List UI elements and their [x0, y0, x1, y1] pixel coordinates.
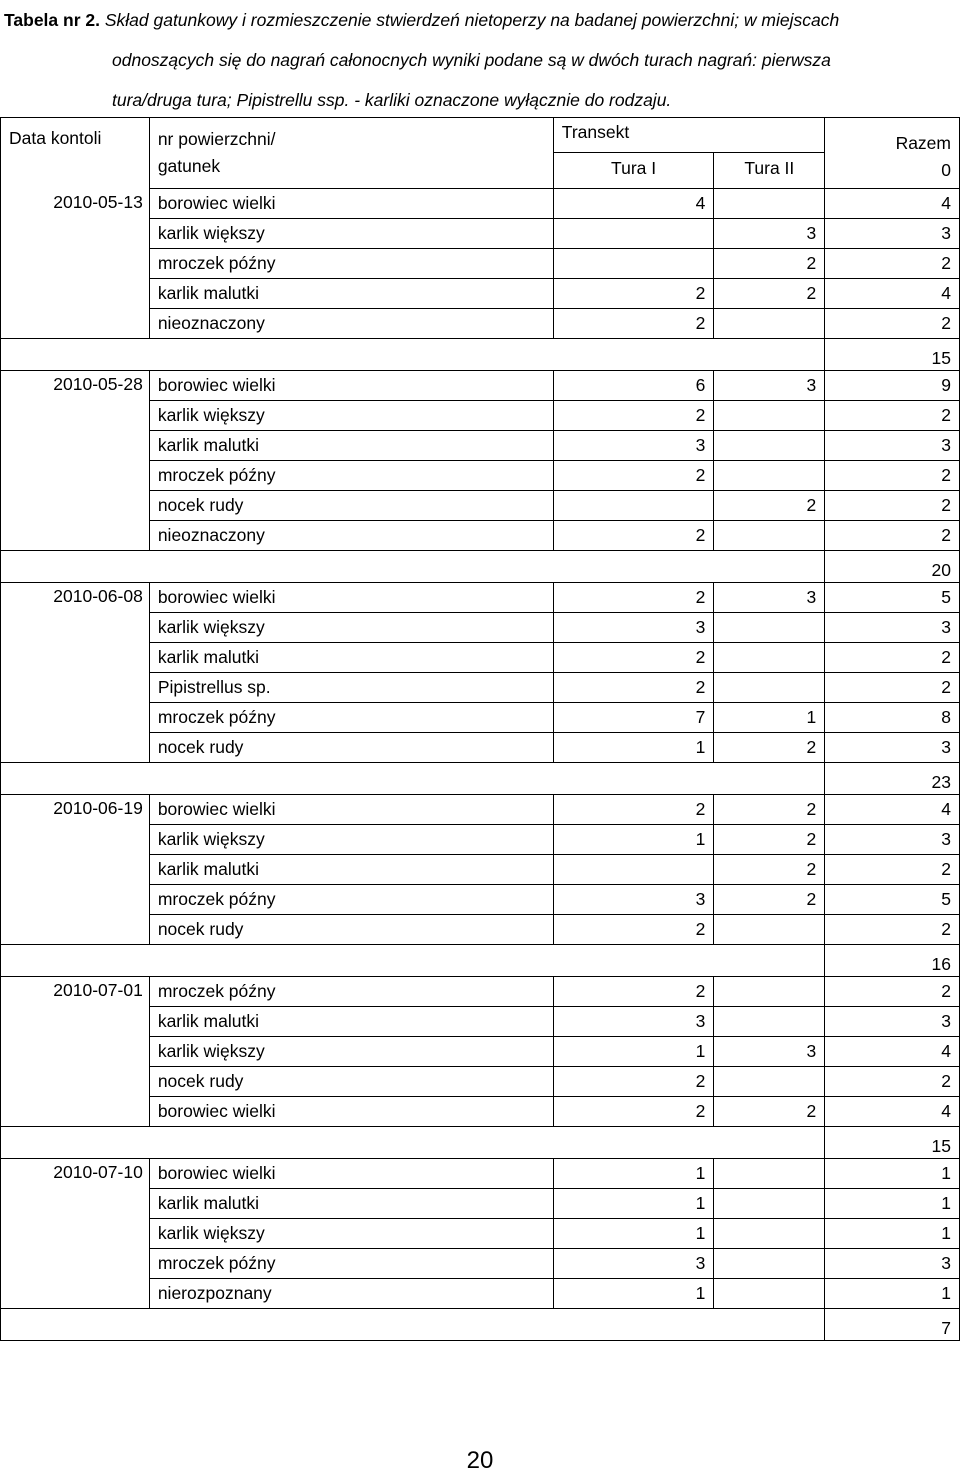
- row-sum-cell: 2: [825, 491, 960, 521]
- species-cell: mroczek późny: [149, 977, 553, 1007]
- species-cell: karlik malutki: [149, 643, 553, 673]
- row-sum-cell: 2: [825, 1067, 960, 1097]
- header-tura-2: Tura II: [714, 153, 825, 189]
- group-total-cell: 15: [825, 339, 960, 371]
- tura-1-cell: 2: [553, 309, 714, 339]
- row-sum-cell: 4: [825, 279, 960, 309]
- table-row: [1, 1159, 960, 1189]
- tura-1-cell: 4: [553, 189, 714, 219]
- row-sum-cell: 4: [825, 1097, 960, 1127]
- group-total-row: [1, 763, 960, 795]
- species-cell: karlik malutki: [149, 431, 553, 461]
- group-total-row: [1, 1309, 960, 1341]
- tura-1-cell: 2: [553, 673, 714, 703]
- species-cell: nocek rudy: [149, 491, 553, 521]
- tura-2-cell: [714, 401, 825, 431]
- tura-2-cell: [714, 1067, 825, 1097]
- tura-2-cell: [714, 189, 825, 219]
- species-cell: borowiec wielki: [149, 795, 553, 825]
- row-sum-cell: 4: [825, 189, 960, 219]
- species-cell: nierozpoznany: [149, 1279, 553, 1309]
- tura-2-cell: [714, 1007, 825, 1037]
- group-total-row: [1, 339, 960, 371]
- species-cell: karlik malutki: [149, 1189, 553, 1219]
- species-cell: borowiec wielki: [149, 583, 553, 613]
- tura-2-cell: 2: [714, 491, 825, 521]
- species-cell: nieoznaczony: [149, 521, 553, 551]
- species-cell: borowiec wielki: [149, 189, 553, 219]
- caption-line-1: Skład gatunkowy i rozmieszczenie stwierdzeń nietoperzy na badanej powierzchni; w miejscach: [104, 10, 840, 30]
- species-cell: mroczek późny: [149, 703, 553, 733]
- tura-2-cell: [714, 1279, 825, 1309]
- tura-2-cell: [714, 673, 825, 703]
- total-spacer: [1, 339, 825, 371]
- tura-1-cell: 3: [553, 885, 714, 915]
- row-sum-cell: 3: [825, 825, 960, 855]
- table-row: [1, 371, 960, 401]
- tura-1-cell: 1: [553, 1037, 714, 1067]
- header-name-line-2: gatunek: [157, 156, 221, 176]
- species-cell: mroczek późny: [149, 1249, 553, 1279]
- species-cell: karlik malutki: [149, 855, 553, 885]
- tura-2-cell: 2: [714, 795, 825, 825]
- tura-1-cell: 1: [553, 1279, 714, 1309]
- tura-2-cell: [714, 977, 825, 1007]
- tura-2-cell: 2: [714, 249, 825, 279]
- total-spacer: [1, 1309, 825, 1341]
- total-spacer: [1, 1127, 825, 1159]
- species-cell: borowiec wielki: [149, 1097, 553, 1127]
- species-cell: karlik malutki: [149, 1007, 553, 1037]
- tura-2-cell: 1: [714, 703, 825, 733]
- date-cell: 2010-06-19: [1, 795, 150, 945]
- tura-2-cell: [714, 461, 825, 491]
- tura-2-cell: 2: [714, 825, 825, 855]
- date-cell: 2010-07-10: [1, 1159, 150, 1309]
- tura-1-cell: 2: [553, 279, 714, 309]
- row-sum-cell: 4: [825, 795, 960, 825]
- row-sum-cell: 3: [825, 733, 960, 763]
- tura-2-cell: 2: [714, 279, 825, 309]
- group-total-cell: 16: [825, 945, 960, 977]
- species-cell: karlik większy: [149, 1219, 553, 1249]
- row-sum-cell: 2: [825, 977, 960, 1007]
- group-total-row: [1, 1127, 960, 1159]
- tura-1-cell: 3: [553, 1249, 714, 1279]
- tura-2-cell: [714, 613, 825, 643]
- species-cell: nocek rudy: [149, 915, 553, 945]
- date-cell: 2010-06-08: [1, 583, 150, 763]
- table-row: [1, 795, 960, 825]
- row-sum-cell: 4: [825, 1037, 960, 1067]
- tura-1-cell: 1: [553, 825, 714, 855]
- table-caption: [4, 0, 954, 120]
- header-razem: [825, 118, 960, 189]
- tura-1-cell: 2: [553, 795, 714, 825]
- species-cell: nocek rudy: [149, 733, 553, 763]
- row-sum-cell: 2: [825, 309, 960, 339]
- tura-2-cell: 2: [714, 885, 825, 915]
- tura-2-cell: 2: [714, 733, 825, 763]
- header-name: [149, 118, 553, 189]
- row-sum-cell: 3: [825, 613, 960, 643]
- row-sum-cell: 2: [825, 915, 960, 945]
- row-sum-cell: 1: [825, 1159, 960, 1189]
- group-total-cell: 23: [825, 763, 960, 795]
- tura-2-cell: 3: [714, 583, 825, 613]
- row-sum-cell: 2: [825, 249, 960, 279]
- date-cell: 2010-05-13: [1, 189, 150, 339]
- table-row: [1, 977, 960, 1007]
- tura-1-cell: 7: [553, 703, 714, 733]
- header-row: [1, 118, 960, 153]
- tura-1-cell: 6: [553, 371, 714, 401]
- page-number: 20: [466, 1447, 494, 1474]
- date-cell: 2010-07-01: [1, 977, 150, 1127]
- row-sum-cell: 5: [825, 885, 960, 915]
- caption-line-3: tura/druga tura; Pipistrellu ssp. - karliki oznaczone wyłącznie do rodzaju.: [112, 90, 672, 110]
- header-transekt: Transekt: [553, 118, 824, 153]
- header-name-line-1: nr powierzchni/: [157, 129, 276, 149]
- tura-2-cell: 3: [714, 1037, 825, 1067]
- species-cell: Pipistrellus sp.: [149, 673, 553, 703]
- total-spacer: [1, 763, 825, 795]
- species-cell: nocek rudy: [149, 1067, 553, 1097]
- header-tura-1: Tura I: [553, 153, 714, 189]
- header-date: Data kontoli: [1, 118, 150, 189]
- group-total-cell: 15: [825, 1127, 960, 1159]
- species-cell: mroczek późny: [149, 885, 553, 915]
- tura-2-cell: [714, 915, 825, 945]
- species-cell: borowiec wielki: [149, 1159, 553, 1189]
- species-cell: karlik większy: [149, 825, 553, 855]
- row-sum-cell: 5: [825, 583, 960, 613]
- tura-1-cell: 1: [553, 1189, 714, 1219]
- tura-1-cell: [553, 855, 714, 885]
- tura-2-cell: [714, 1219, 825, 1249]
- tura-1-cell: 2: [553, 1097, 714, 1127]
- species-cell: karlik większy: [149, 401, 553, 431]
- tura-2-cell: [714, 1159, 825, 1189]
- tura-1-cell: 3: [553, 613, 714, 643]
- tura-1-cell: 2: [553, 521, 714, 551]
- row-sum-cell: 1: [825, 1189, 960, 1219]
- species-cell: nieoznaczony: [149, 309, 553, 339]
- tura-2-cell: [714, 309, 825, 339]
- tura-2-cell: [714, 1249, 825, 1279]
- row-sum-cell: 2: [825, 855, 960, 885]
- species-table: [0, 117, 960, 1341]
- species-cell: karlik większy: [149, 219, 553, 249]
- row-sum-cell: 3: [825, 219, 960, 249]
- group-total-cell: 7: [825, 1309, 960, 1341]
- date-cell: 2010-05-28: [1, 371, 150, 551]
- tura-2-cell: 2: [714, 855, 825, 885]
- species-cell: karlik większy: [149, 613, 553, 643]
- tura-1-cell: [553, 249, 714, 279]
- row-sum-cell: 1: [825, 1219, 960, 1249]
- tura-1-cell: 2: [553, 401, 714, 431]
- group-total-row: [1, 945, 960, 977]
- tura-1-cell: 2: [553, 977, 714, 1007]
- species-cell: borowiec wielki: [149, 371, 553, 401]
- row-sum-cell: 2: [825, 673, 960, 703]
- tura-2-cell: 3: [714, 219, 825, 249]
- tura-1-cell: 2: [553, 583, 714, 613]
- caption-label: Tabela nr 2.: [4, 10, 100, 30]
- tura-2-cell: 3: [714, 371, 825, 401]
- tura-1-cell: 2: [553, 915, 714, 945]
- row-sum-cell: 3: [825, 431, 960, 461]
- tura-1-cell: 2: [553, 1067, 714, 1097]
- row-sum-cell: 1: [825, 1279, 960, 1309]
- group-total-cell: 20: [825, 551, 960, 583]
- group-total-row: [1, 551, 960, 583]
- row-sum-cell: 8: [825, 703, 960, 733]
- total-spacer: [1, 945, 825, 977]
- species-cell: mroczek późny: [149, 461, 553, 491]
- table-row: [1, 583, 960, 613]
- row-sum-cell: 3: [825, 1249, 960, 1279]
- tura-2-cell: 2: [714, 1097, 825, 1127]
- table-row: [1, 189, 960, 219]
- row-sum-cell: 9: [825, 371, 960, 401]
- tura-2-cell: [714, 431, 825, 461]
- tura-1-cell: 3: [553, 431, 714, 461]
- row-sum-cell: 2: [825, 521, 960, 551]
- tura-2-cell: [714, 1189, 825, 1219]
- row-sum-cell: 2: [825, 643, 960, 673]
- tura-1-cell: 3: [553, 1007, 714, 1037]
- tura-1-cell: 2: [553, 461, 714, 491]
- caption-line-2: odnoszących się do nagrań całonocnych wyniki podane są w dwóch turach nagrań: pierwsza: [112, 50, 831, 70]
- header-razem-label: Razem: [895, 133, 951, 153]
- row-sum-cell: 2: [825, 461, 960, 491]
- tura-2-cell: [714, 643, 825, 673]
- tura-1-cell: 2: [553, 643, 714, 673]
- tura-1-cell: 1: [553, 1219, 714, 1249]
- tura-1-cell: [553, 491, 714, 521]
- tura-2-cell: [714, 521, 825, 551]
- row-sum-cell: 3: [825, 1007, 960, 1037]
- species-cell: karlik większy: [149, 1037, 553, 1067]
- species-cell: mroczek późny: [149, 249, 553, 279]
- tura-1-cell: 1: [553, 1159, 714, 1189]
- tura-1-cell: [553, 219, 714, 249]
- header-razem-value: 0: [941, 160, 951, 180]
- total-spacer: [1, 551, 825, 583]
- row-sum-cell: 2: [825, 401, 960, 431]
- tura-1-cell: 1: [553, 733, 714, 763]
- species-cell: karlik malutki: [149, 279, 553, 309]
